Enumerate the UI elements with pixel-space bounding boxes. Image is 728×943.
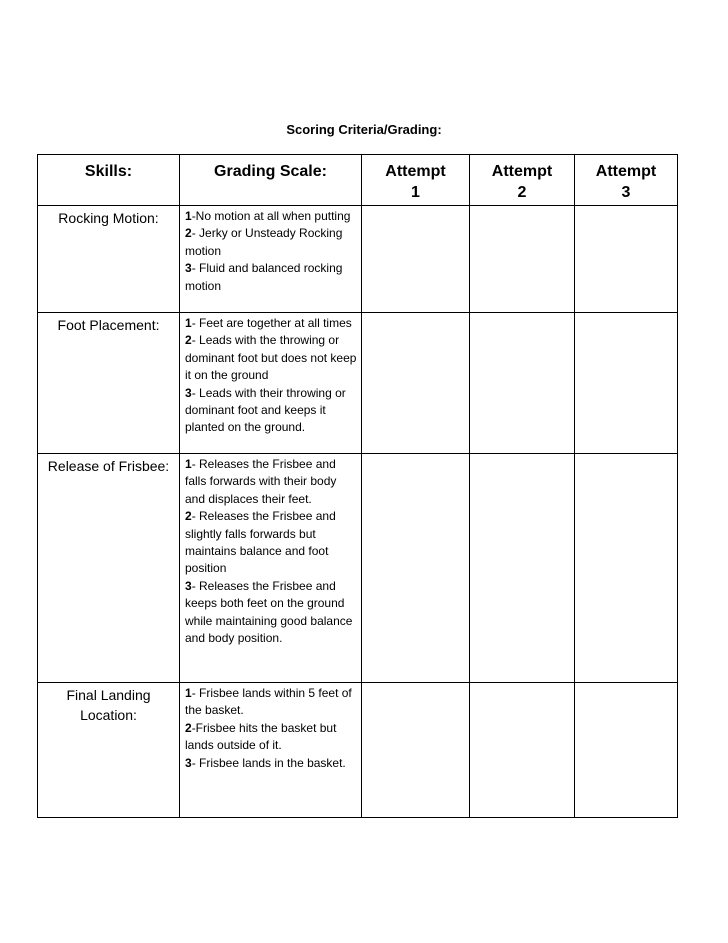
page-title: Scoring Criteria/Grading: bbox=[286, 122, 442, 137]
header-attempt-3: Attempt 3 bbox=[575, 155, 678, 206]
attempt-1-score-cell[interactable] bbox=[362, 206, 470, 313]
grading-scale-cell bbox=[180, 313, 362, 454]
criterion-1: 1- Feet are together at all times bbox=[185, 316, 352, 330]
criterion-1: 1- Releases the Frisbee and falls forwards with their body and displaces their feet. bbox=[185, 457, 337, 506]
scoring-rubric-table bbox=[37, 154, 678, 818]
criterion-1: 1- Frisbee lands within 5 feet of the basket. bbox=[185, 686, 352, 718]
criterion-3: 3- Frisbee lands in the basket. bbox=[185, 755, 346, 770]
attempt-2-score-cell[interactable] bbox=[470, 313, 575, 454]
criterion-3: 3- Leads with their throwing or dominant foot and keeps it planted on the ground. bbox=[185, 385, 346, 435]
criterion-3: 3- Releases the Frisbee and keeps both feet on the ground while maintaining good balance and body position. bbox=[185, 578, 353, 646]
attempt-1-score-cell[interactable] bbox=[362, 683, 470, 818]
skill-foot-placement: Foot Placement: bbox=[38, 313, 180, 454]
criterion-2: 2- Releases the Frisbee and slightly falls forwards but maintains balance and foot position bbox=[185, 509, 336, 576]
table-row bbox=[38, 454, 678, 683]
attempt-2-score-cell[interactable] bbox=[470, 683, 575, 818]
skill-final-landing-location: Final Landing Location: bbox=[38, 683, 180, 818]
table-row bbox=[38, 206, 678, 313]
attempt-1-score-cell[interactable] bbox=[362, 454, 470, 683]
grading-scale-cell bbox=[180, 683, 362, 818]
grading-scale-cell bbox=[180, 206, 362, 313]
attempt-2-score-cell[interactable] bbox=[470, 454, 575, 683]
attempt-3-score-cell[interactable] bbox=[575, 313, 678, 454]
grading-scale-cell bbox=[180, 454, 362, 683]
attempt-3-score-cell[interactable] bbox=[575, 683, 678, 818]
table-row bbox=[38, 683, 678, 818]
header-skills: Skills: bbox=[38, 155, 180, 206]
header-grading-scale: Grading Scale: bbox=[180, 155, 362, 206]
skill-rocking-motion: Rocking Motion: bbox=[38, 206, 180, 313]
header-attempt-2: Attempt 2 bbox=[470, 155, 575, 206]
attempt-1-score-cell[interactable] bbox=[362, 313, 470, 454]
criterion-1: 1-No motion at all when putting bbox=[185, 209, 351, 223]
table-header-row bbox=[38, 155, 678, 206]
criterion-2: 2- Jerky or Unsteady Rocking motion bbox=[185, 226, 343, 258]
criterion-2: 2-Frisbee hits the basket but lands outside of it. bbox=[185, 720, 337, 753]
table-row bbox=[38, 313, 678, 454]
attempt-2-score-cell[interactable] bbox=[470, 206, 575, 313]
skill-release-of-frisbee: Release of Frisbee: bbox=[38, 454, 180, 683]
attempt-3-score-cell[interactable] bbox=[575, 206, 678, 313]
criterion-3: 3- Fluid and balanced rocking motion bbox=[185, 261, 343, 293]
attempt-3-score-cell[interactable] bbox=[575, 454, 678, 683]
header-attempt-1: Attempt 1 bbox=[362, 155, 470, 206]
criterion-2: 2- Leads with the throwing or dominant foot but does not keep it on the ground bbox=[185, 333, 357, 383]
